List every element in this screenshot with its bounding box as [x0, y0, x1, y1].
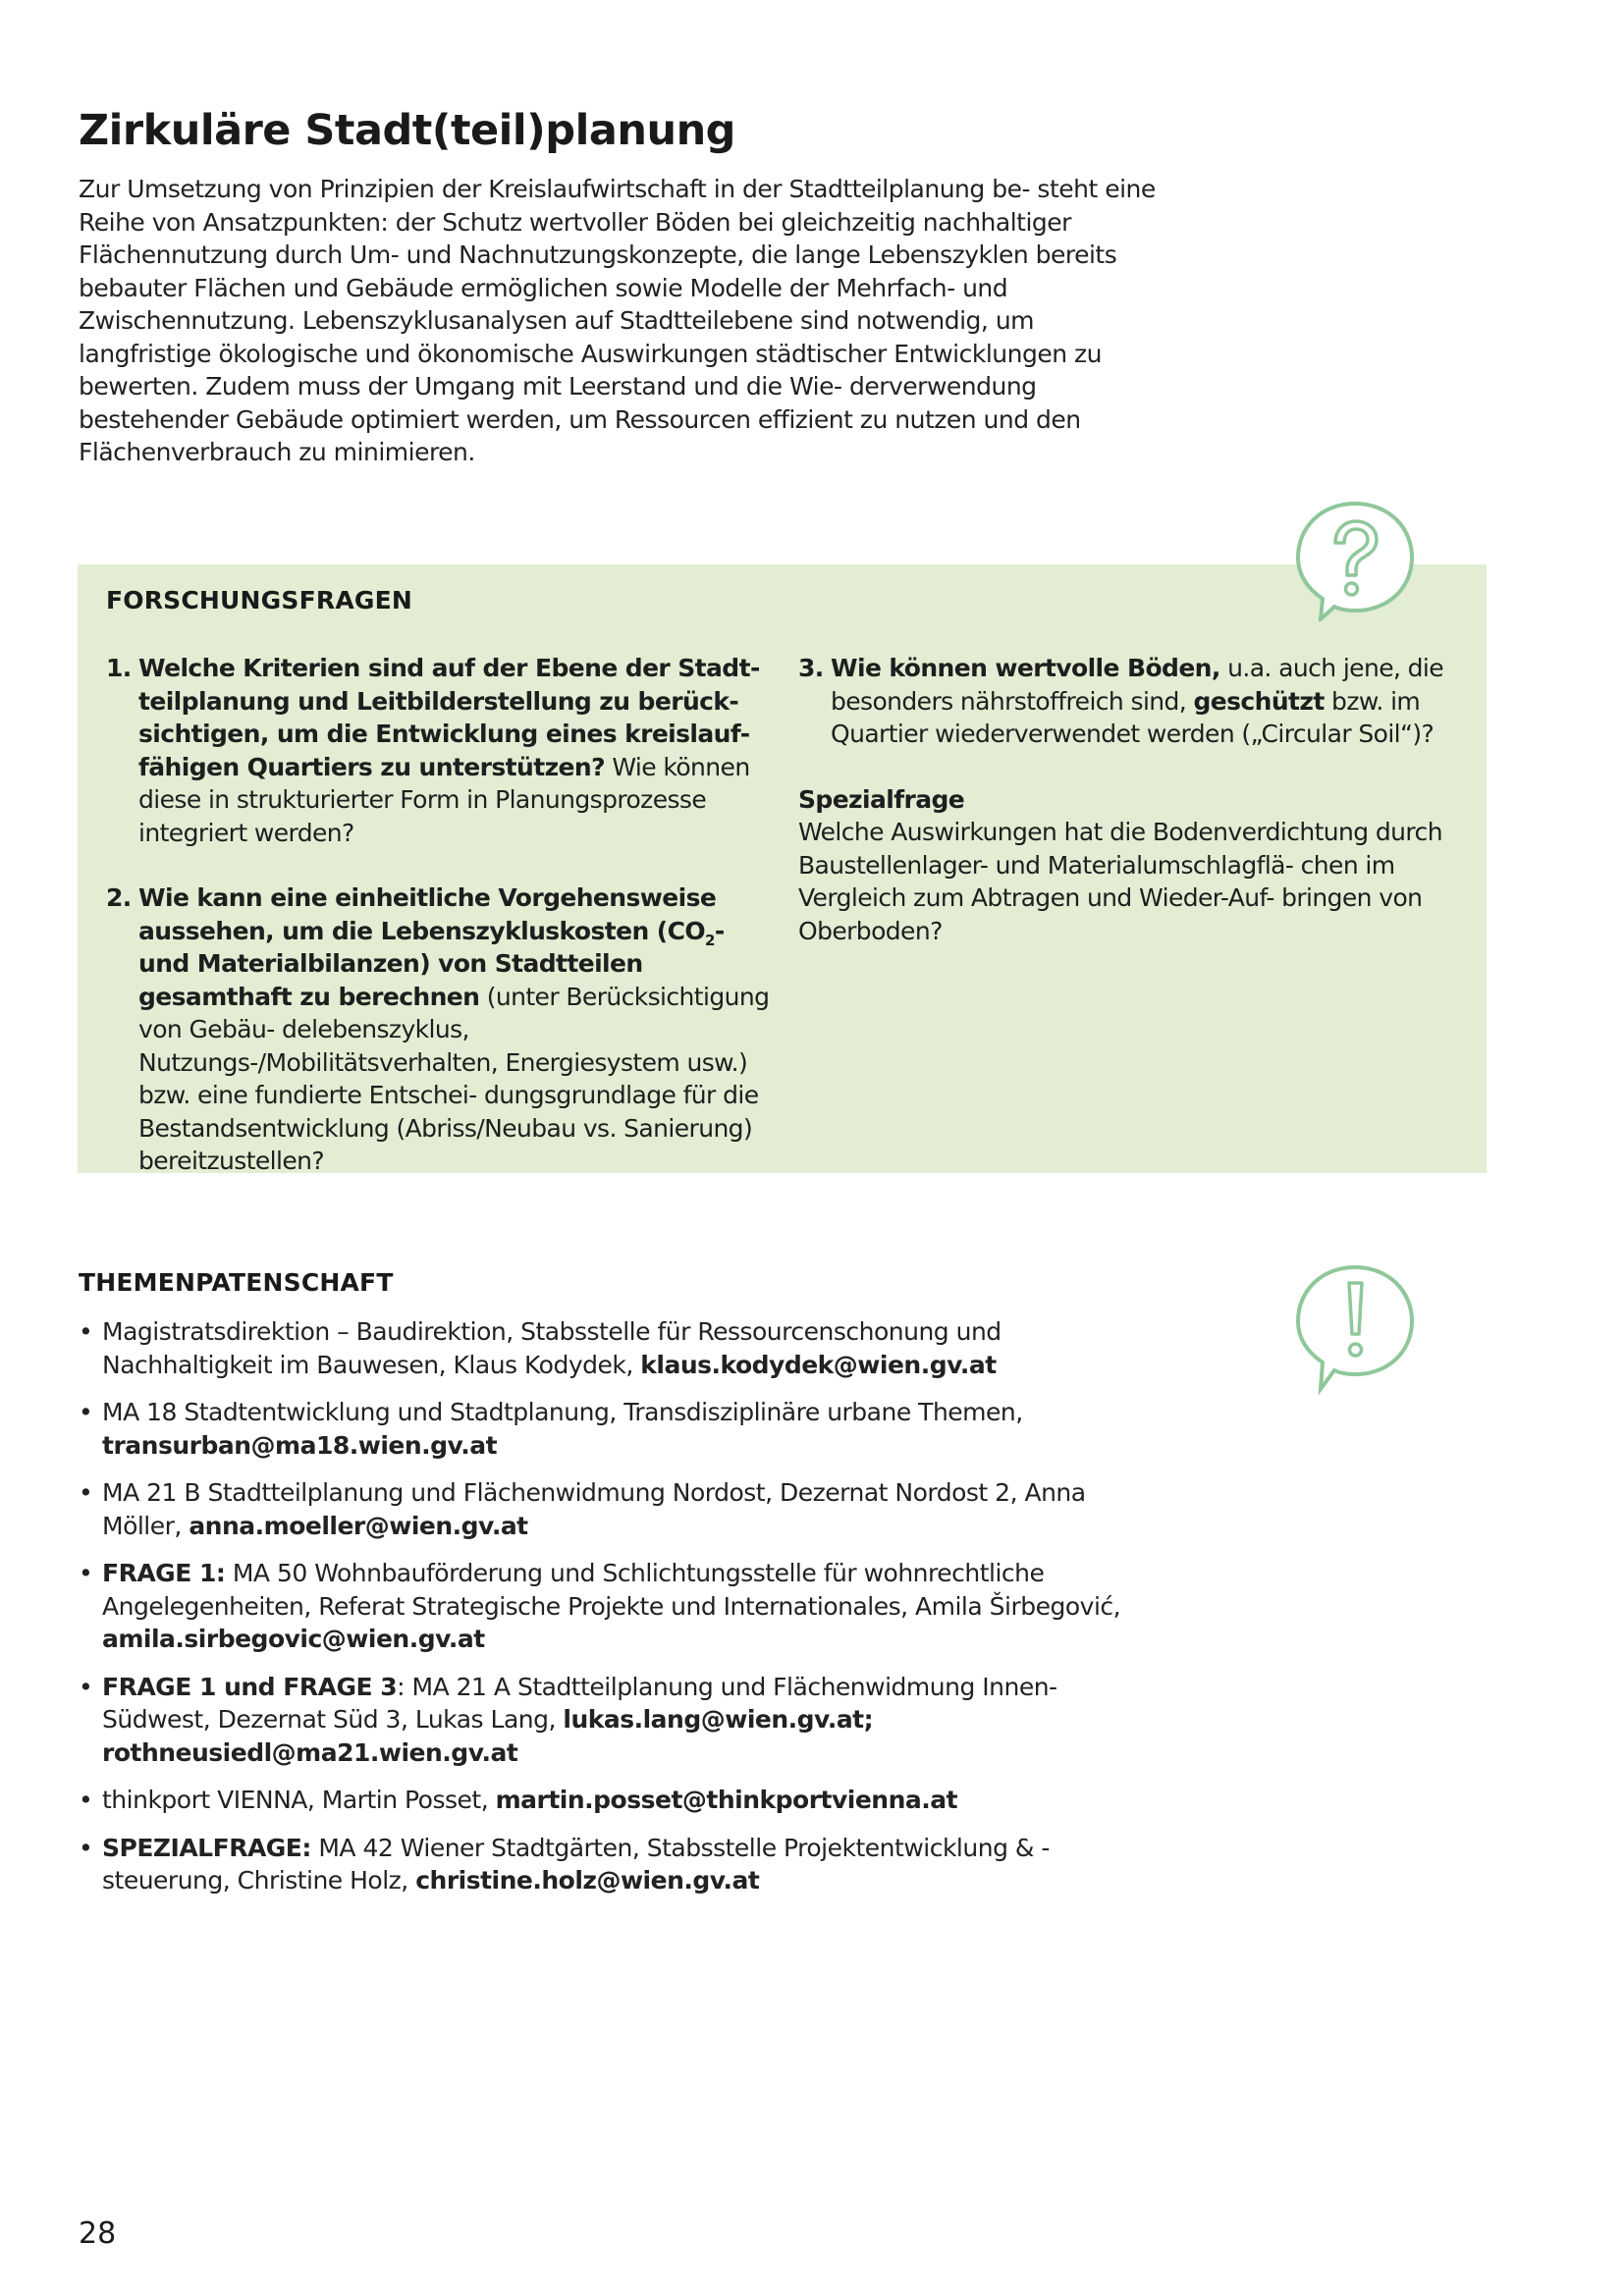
bullet: •	[79, 1478, 93, 1507]
sponsor-item	[79, 1396, 1159, 1462]
question-1	[106, 652, 774, 849]
question-3-bold-b: geschützt	[1193, 686, 1325, 716]
question-3	[798, 652, 1456, 751]
bullet: •	[79, 1559, 93, 1587]
special-question-title: Spezialfrage	[798, 784, 965, 814]
sponsor-email[interactable]: anna.moeller@wien.gv.at	[189, 1511, 528, 1540]
special-question-text: Welche Auswirkungen hat die Bodenverdichtung durch Baustellenlager- und Materialumschlagflä- chen im Vergleich zum Abtragen und Wieder-Auf- bringen von Oberboden?	[798, 818, 1442, 945]
sponsor-item	[79, 1784, 1159, 1817]
question-2-text: (unter Berücksichtigung von Gebäu- delebenszyklus, Nutzungs-/Mobilitätsverhalten, Energiesystem usw.) bzw. eine fundierte Entschei- dungsgrundlage für die Bestandsentwicklung (Abriss/Neubau vs. Sanierung) bereitzustellen?	[138, 982, 770, 1175]
sponsor-item	[79, 1315, 1159, 1381]
sponsor-prefix: FRAGE 1 und FRAGE 3	[102, 1672, 398, 1701]
sponsor-text: MA 42 Wiener Stadtgärten, Stabsstelle Projektentwicklung & -steuerung, Christine Holz,	[102, 1833, 1050, 1895]
sponsor-email[interactable]: amila.sirbegovic@wien.gv.at	[102, 1625, 485, 1653]
sponsor-text: MA 21 B Stadtteilplanung und Flächenwidmung Nordost, Dezernat Nordost 2, Anna Möller,	[102, 1478, 1086, 1540]
question-1-number: 1.	[106, 654, 132, 682]
research-heading: FORSCHUNGSFRAGEN	[106, 586, 413, 614]
page-number: 28	[79, 2216, 117, 2251]
question-1-text: Wie können diese in strukturierter Form in Planungsprozesse integriert werden?	[138, 752, 750, 847]
question-3-text-b: bzw. im Quartier wiederverwendet werden („Circular Soil“)?	[831, 686, 1435, 748]
question-2-bold-b: - und Materialbilanzen) von Stadtteilen gesamthaft zu berechnen	[138, 916, 725, 1011]
intro-paragraph: Zur Umsetzung von Prinzipien der Kreislaufwirtschaft in der Stadtteilplanung be- steht eine Reihe von Ansatzpunkten: der Schutz wertvoller Böden bei gleichzeitig nachhaltiger Flächennutzung durch Um- und Nachnutzungskonzepte, die lange Lebenszyklen bereits bebauter Flächen und Gebäude ermöglichen sowie Modelle der Mehrfach- und Zwischennutzung. Lebenszyklusanalysen auf Stadtteilebene sind notwendig, um langfristige ökologische und ökonomische Auswirkungen städtischer Entwicklungen zu bewerten. Zudem muss der Umgang mit Leerstand und die Wie- derverwendung bestehender Gebäude optimiert werden, um Ressourcen effizient zu nutzen und den Flächenverbrauch zu minimieren.	[79, 175, 1156, 466]
question-speech-bubble-icon	[1293, 498, 1417, 621]
sponsor-text: thinkport VIENNA, Martin Posset,	[102, 1786, 496, 1814]
sponsor-prefix: SPEZIALFRAGE:	[102, 1833, 311, 1862]
bullet: •	[79, 1398, 93, 1426]
question-2	[106, 881, 774, 1178]
sponsor-text: MA 50 Wohnbauförderung und Schlichtungsstelle für wohnrechtliche Angelegenheiten, Referat Strategische Projekte und Internationales, Amila Širbegović,	[102, 1559, 1121, 1621]
sponsor-email[interactable]: lukas.lang@wien.gv.at; rothneusiedl@ma21.wien.gv.at	[102, 1705, 874, 1767]
exclamation-speech-bubble-icon	[1293, 1261, 1417, 1395]
question-2-number: 2.	[106, 883, 132, 912]
sponsor-prefix: FRAGE 1:	[102, 1559, 226, 1587]
sponsor-text: MA 18 Stadtentwicklung und Stadtplanung, Transdisziplinäre urbane Themen,	[102, 1398, 1023, 1426]
research-column-right	[798, 652, 1456, 947]
question-3-text-a: u.a. auch jene, die besonders nährstoffreich sind,	[831, 654, 1444, 716]
sponsor-email[interactable]: martin.posset@thinkportvienna.at	[495, 1786, 958, 1814]
sponsor-email[interactable]: christine.holz@wien.gv.at	[415, 1866, 760, 1895]
sponsor-item	[79, 1832, 1159, 1897]
bullet: •	[79, 1672, 93, 1701]
sponsor-text: : MA 21 A Stadtteilplanung und Flächenwidmung Innen-Südwest, Dezernat Süd 3, Lukas Lang,	[102, 1672, 1057, 1734]
question-3-bold-a: Wie können wertvolle Böden,	[831, 654, 1220, 682]
page-title: Zirkuläre Stadt(teil)planung	[79, 106, 735, 155]
question-3-number: 3.	[798, 654, 824, 682]
bullet: •	[79, 1786, 93, 1814]
question-2-bold-a: Wie kann eine einheitliche Vorgehensweise aussehen, um die Lebenszykluskosten (CO	[138, 883, 717, 945]
sponsor-text: Magistratsdirektion – Baudirektion, Stabsstelle für Ressourcenschonung und Nachhaltigkeit im Bauwesen, Klaus Kodydek,	[102, 1317, 1001, 1379]
sponsor-item	[79, 1476, 1159, 1542]
sponsors-heading: THEMENPATENSCHAFT	[79, 1268, 394, 1297]
question-1-bold: Welche Kriterien sind auf der Ebene der Stadt- teilplanung und Leitbilderstellung zu berück- sichtigen, um die Entwicklung eines kreislauf- fähigen Quartiers zu unterstützen?	[138, 654, 760, 781]
sponsor-item	[79, 1671, 1159, 1770]
bullet: •	[79, 1833, 93, 1862]
question-2-subscript: 2	[705, 931, 715, 949]
research-column-left	[106, 652, 774, 1210]
sponsor-list	[79, 1315, 1159, 1912]
sponsor-email[interactable]: klaus.kodydek@wien.gv.at	[640, 1350, 997, 1379]
sponsor-email[interactable]: transurban@ma18.wien.gv.at	[102, 1430, 498, 1460]
sponsor-item	[79, 1557, 1159, 1656]
bullet: •	[79, 1317, 93, 1346]
